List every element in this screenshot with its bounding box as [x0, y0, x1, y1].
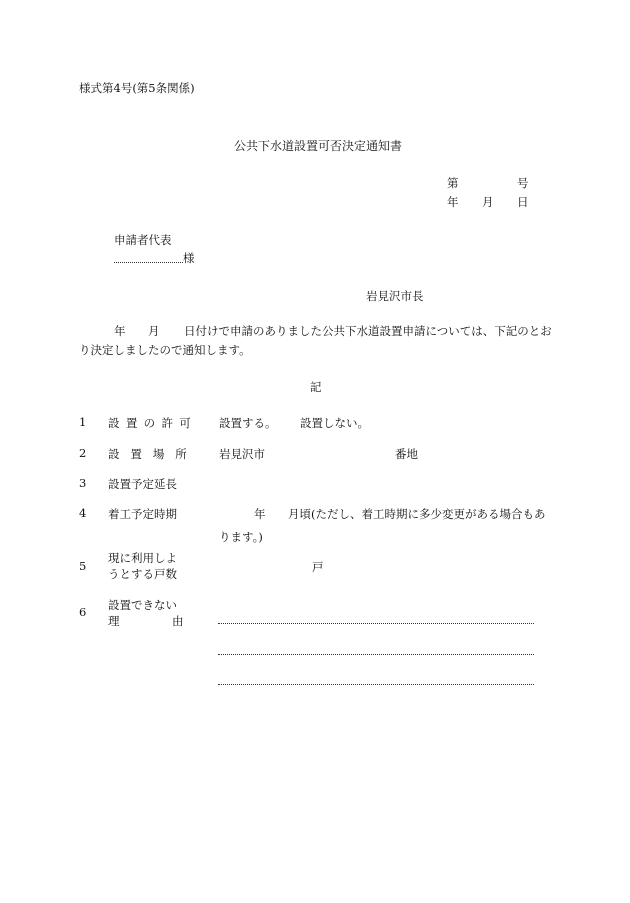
item-6-number: 6: [79, 605, 87, 619]
reason-line-3: [218, 684, 534, 685]
item-3-label: 設置予定延長: [108, 477, 177, 491]
item-6-label-line2-b: 由: [172, 614, 184, 628]
item-5-ko: 戸: [312, 560, 324, 574]
applicant-label: 申請者代表: [114, 233, 172, 247]
item-6-label-line2-a: 理: [108, 614, 120, 628]
item-2-city: 岩見沢市: [219, 447, 265, 461]
doc-date-day: 日: [517, 195, 529, 209]
item-6-label-line1: 設置できない: [108, 598, 177, 612]
item-5-label-line1: 現に利用しよ: [108, 551, 177, 565]
item-5-number: 5: [79, 559, 87, 573]
body-date-year: 年: [114, 324, 126, 338]
item-4-label: 着工予定時期: [108, 507, 177, 521]
form-number: 様式第4号(第5条関係): [79, 81, 195, 95]
item-1-option-yes: 設置する。: [219, 416, 277, 430]
ki-heading: 記: [310, 380, 322, 394]
body-date-month: 月: [148, 324, 160, 338]
item-2-banchi: 番地: [395, 447, 418, 461]
item-4-year: 年: [254, 507, 266, 521]
item-4-note-line2: ります。): [219, 530, 263, 544]
doc-date-year: 年: [447, 195, 459, 209]
applicant-name-line: [114, 262, 183, 263]
item-2-label: 設置場所: [108, 447, 198, 461]
item-2-number: 2: [79, 446, 87, 460]
doc-number-dai: 第: [447, 176, 459, 190]
doc-number-go: 号: [517, 176, 529, 190]
reason-line-2: [218, 654, 534, 655]
applicant-honorific: 様: [183, 251, 195, 265]
reason-line-1: [218, 623, 534, 624]
body-line2: り決定しましたので通知します。: [79, 343, 251, 357]
item-1-option-no: 設置しない。: [300, 416, 369, 430]
item-5-label-line2: うとする戸数: [108, 567, 177, 581]
item-4-number: 4: [79, 506, 87, 520]
item-1-number: 1: [79, 415, 87, 429]
item-1-label: 設置の許可: [108, 416, 198, 430]
document-title: 公共下水道設置可否決定通知書: [234, 139, 403, 153]
issuer: 岩見沢市長: [366, 289, 424, 303]
doc-date-month: 月: [482, 195, 494, 209]
item-3-number: 3: [79, 476, 87, 490]
item-4-month-note: 月頃(ただし、着工時期に多少変更がある場合もあ: [288, 507, 546, 521]
body-line1: 日付けで申請のありました公共下水道設置申請については、下記のとお: [184, 324, 552, 338]
